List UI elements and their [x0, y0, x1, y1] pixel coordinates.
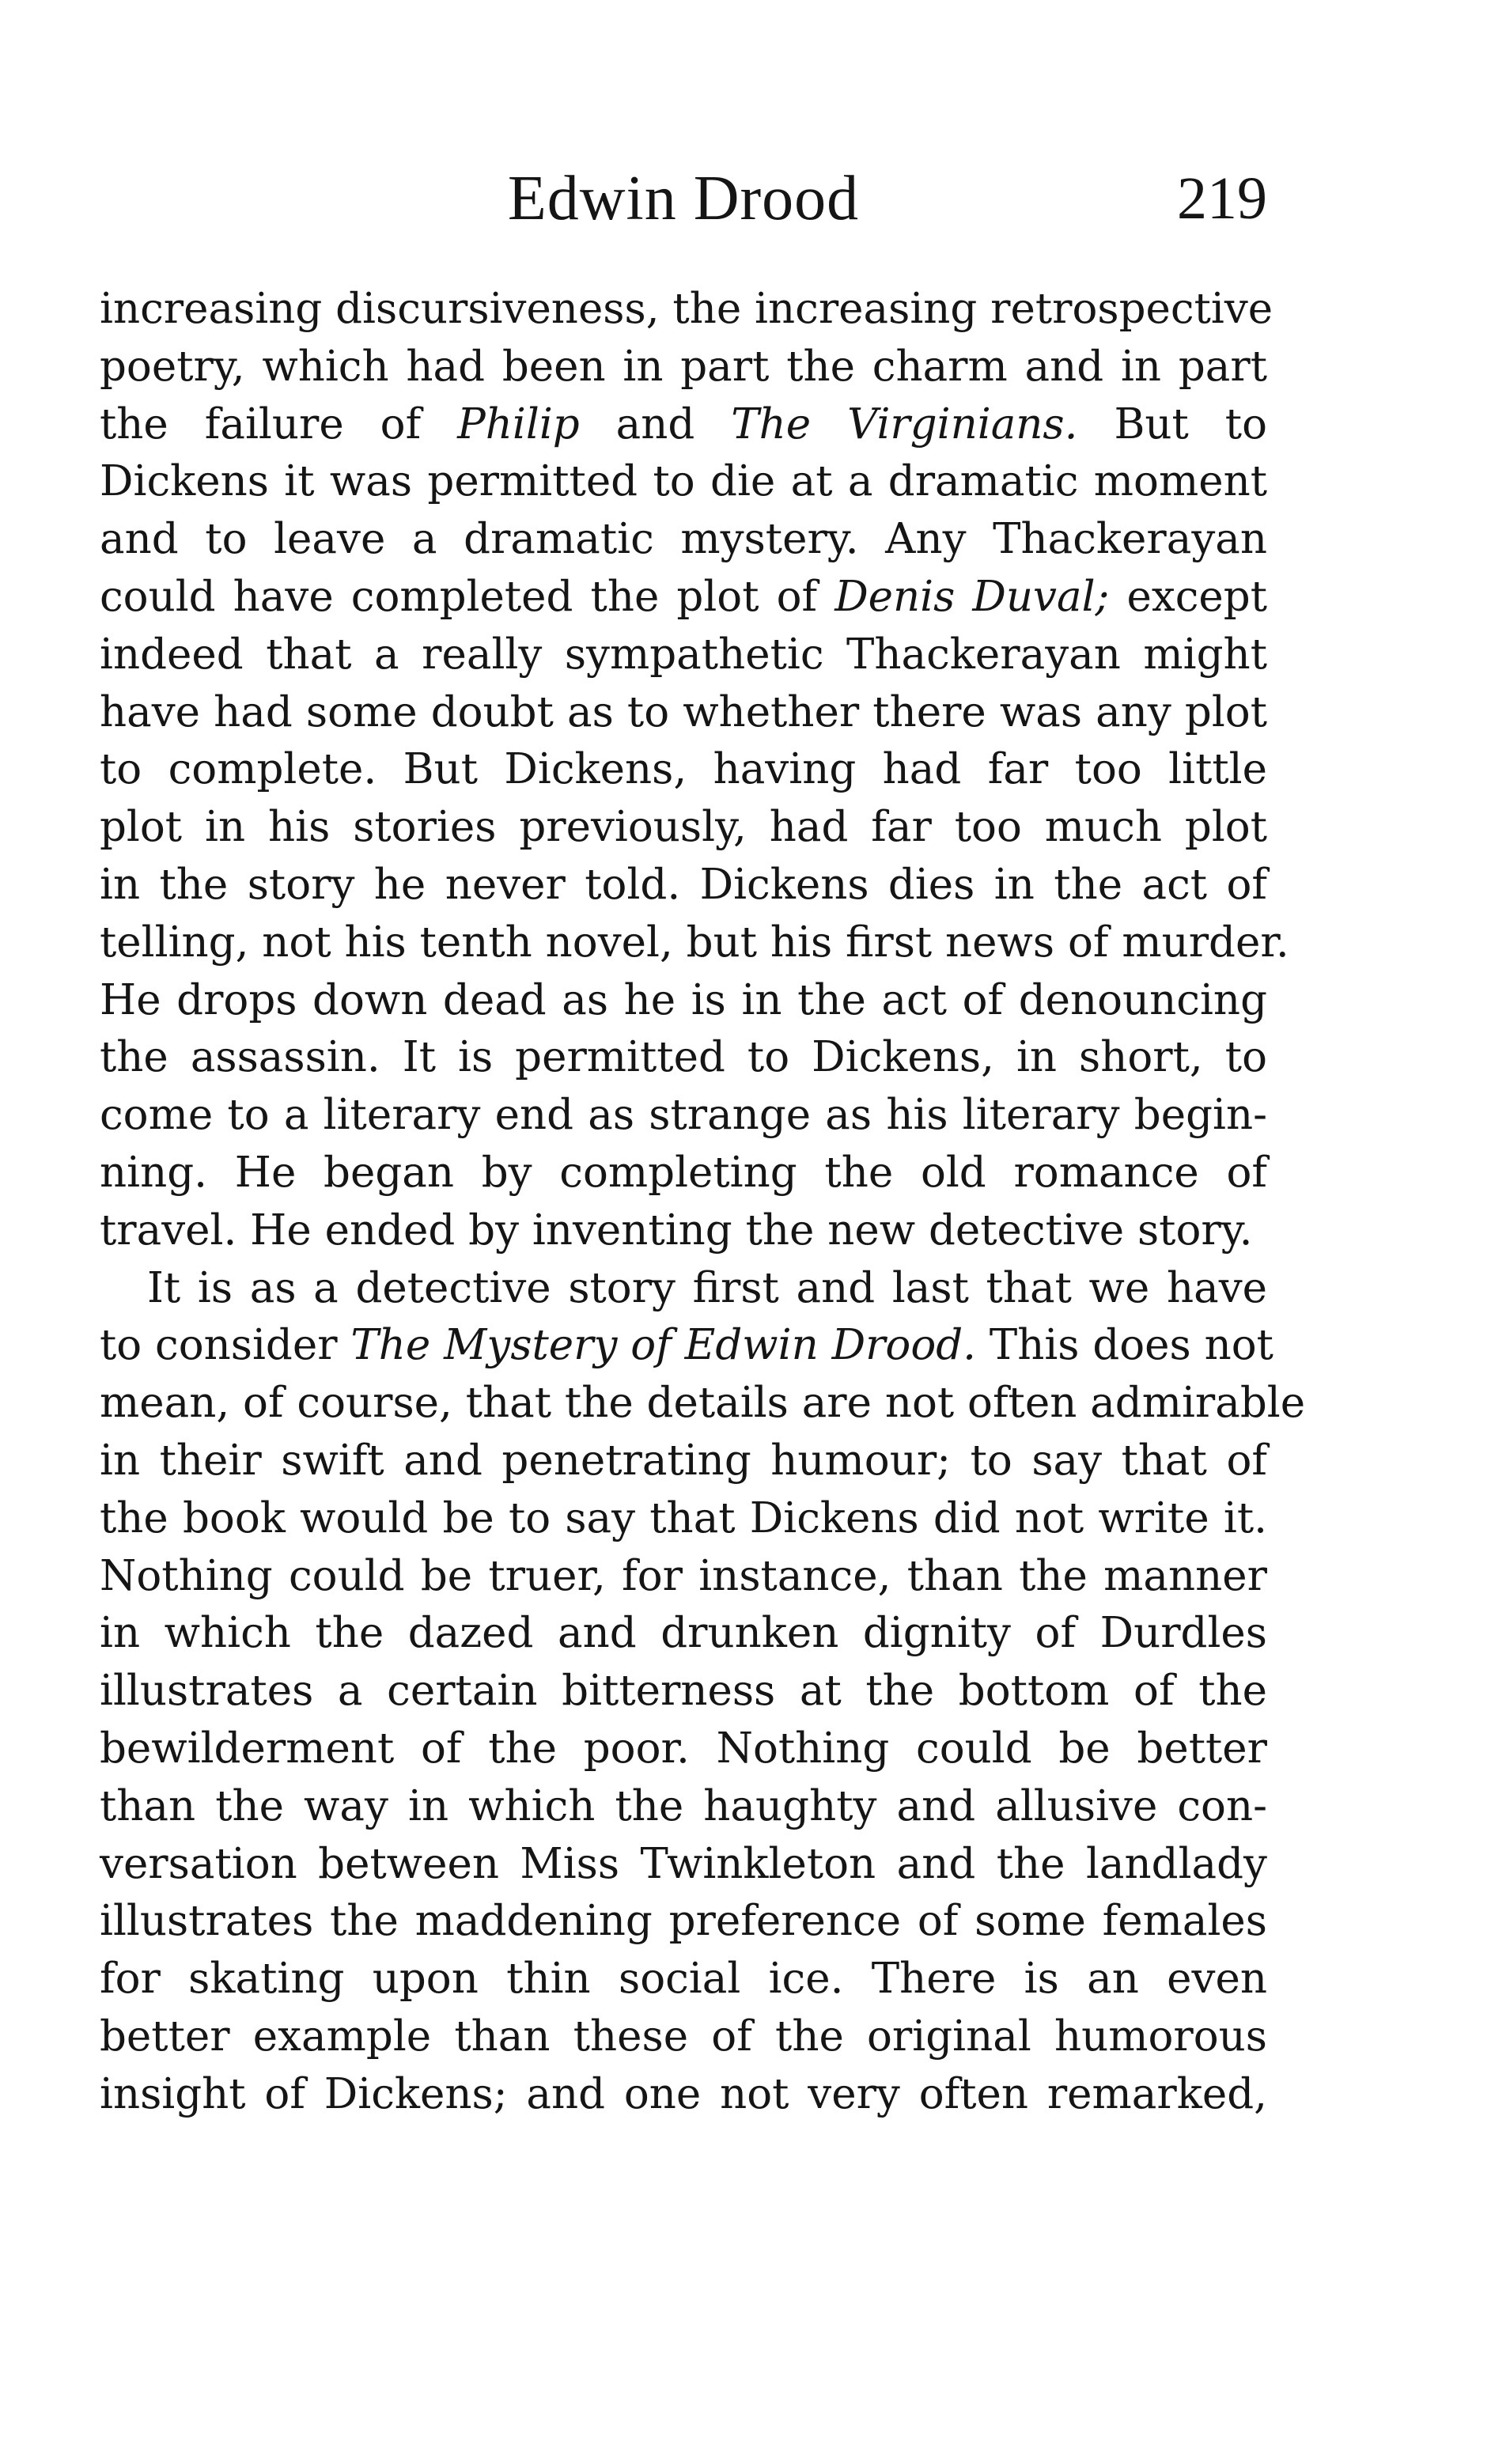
- text-line: [100, 1720, 1267, 1778]
- text-line: [100, 396, 1267, 454]
- text-run: illustrates the maddening preference of some females: [100, 1897, 1267, 1946]
- text-run: Dickens it was permitted to die at a dramatic moment: [100, 457, 1267, 506]
- italic-title: The Mystery of Edwin Drood.: [350, 1321, 977, 1370]
- page-number: 219: [1177, 165, 1267, 232]
- text-run: in the story he never told. Dickens dies in the act of: [100, 860, 1267, 909]
- text-line: [100, 2066, 1267, 2124]
- text-run: could have completed the plot of: [100, 572, 835, 621]
- text-run: Nothing could be truer, for instance, than the manner: [100, 1551, 1267, 1600]
- text-line: [100, 2008, 1267, 2066]
- text-line: [100, 1317, 1273, 1375]
- text-line: [100, 1433, 1267, 1490]
- text-line: [100, 1836, 1267, 1894]
- text-run: ning. He began by completing the old romance of: [100, 1148, 1267, 1197]
- text-run: in their swift and penetrating humour; to say that of: [100, 1436, 1267, 1485]
- text-line: [100, 972, 1267, 1030]
- text-line: [100, 1548, 1267, 1606]
- text-run: poetry, which had been in part the charm and in part: [100, 342, 1267, 391]
- running-head: [100, 155, 1267, 242]
- text-run: than the way in which the haughty and allusive con-: [100, 1781, 1267, 1830]
- text-run: mean, of course, that the details are not often admirable: [100, 1379, 1306, 1428]
- text-run: have had some doubt as to whether there was any plot: [100, 687, 1267, 736]
- text-run: He drops down dead as he is in the act of denouncing: [100, 975, 1267, 1024]
- text-line: [100, 799, 1267, 857]
- text-line: [100, 339, 1267, 396]
- text-run: travel. He ended by inventing the new detective story.: [100, 1206, 1253, 1255]
- text-run: illustrates a certain bitterness at the bottom of the: [100, 1667, 1267, 1716]
- text-run: for skating upon thin social ice. There is an even: [100, 1955, 1267, 2004]
- text-line: [100, 1087, 1267, 1145]
- text-line: [100, 1490, 1267, 1548]
- text-run: versation between Miss Twinkleton and the landlady: [100, 1839, 1267, 1888]
- text-run: telling, not his tenth novel, but his first news of murder.: [100, 918, 1289, 967]
- text-line: [100, 1375, 1306, 1433]
- text-line: [100, 1029, 1267, 1087]
- text-line: [100, 914, 1289, 972]
- text-run: except: [1109, 572, 1267, 621]
- italic-title: Philip: [457, 399, 580, 449]
- italic-title: The Virginians.: [731, 399, 1078, 449]
- text-run: the assassin. It is permitted to Dickens, in short, to: [100, 1033, 1267, 1082]
- text-run: This does not: [976, 1321, 1273, 1370]
- text-run: But to: [1077, 399, 1267, 449]
- italic-title: Denis Duval;: [834, 572, 1110, 621]
- text-run: in which the dazed and drunken dignity of Durdles: [100, 1609, 1267, 1658]
- text-line: [100, 626, 1267, 684]
- text-run: increasing discursiveness, the increasing retrospective: [100, 285, 1273, 333]
- text-line: [100, 1605, 1267, 1663]
- text-line: [100, 684, 1267, 742]
- text-line: [100, 1951, 1267, 2008]
- text-run: insight of Dickens; and one not very often remarked,: [100, 2069, 1267, 2118]
- text-line: [100, 1663, 1267, 1720]
- text-run: bewilderment of the poor. Nothing could be better: [100, 1724, 1267, 1773]
- text-line: [100, 857, 1267, 914]
- text-line: [100, 1202, 1267, 1260]
- text-run: the book would be to say that Dickens did not write it.: [100, 1493, 1267, 1542]
- running-title: Edwin Drood: [507, 164, 860, 233]
- text-line: [100, 741, 1267, 799]
- text-run: indeed that a really sympathetic Thackerayan might: [100, 630, 1267, 679]
- text-run: come to a literary end as strange as his literary begin-: [100, 1091, 1267, 1140]
- text-line: [100, 281, 1273, 339]
- text-line: [100, 1260, 1267, 1318]
- text-line: [100, 1778, 1267, 1836]
- text-run: and to leave a dramatic mystery. Any Thackerayan: [100, 515, 1267, 564]
- text-run: and: [579, 399, 732, 449]
- text-line: [100, 453, 1267, 511]
- text-line: [100, 511, 1267, 569]
- text-line: [100, 1145, 1267, 1202]
- text-run: plot in his stories previously, had far too much plot: [100, 803, 1267, 852]
- body-text: [100, 281, 1306, 2124]
- text-line: [100, 1893, 1267, 1951]
- text-run: It is as a detective story first and last that we have: [147, 1263, 1267, 1312]
- text-line: [100, 569, 1267, 626]
- text-run: better example than these of the original humorous: [100, 2012, 1267, 2061]
- text-run: the failure of: [100, 399, 458, 449]
- text-run: to complete. But Dickens, having had far too little: [100, 745, 1267, 794]
- text-run: to consider: [100, 1321, 351, 1370]
